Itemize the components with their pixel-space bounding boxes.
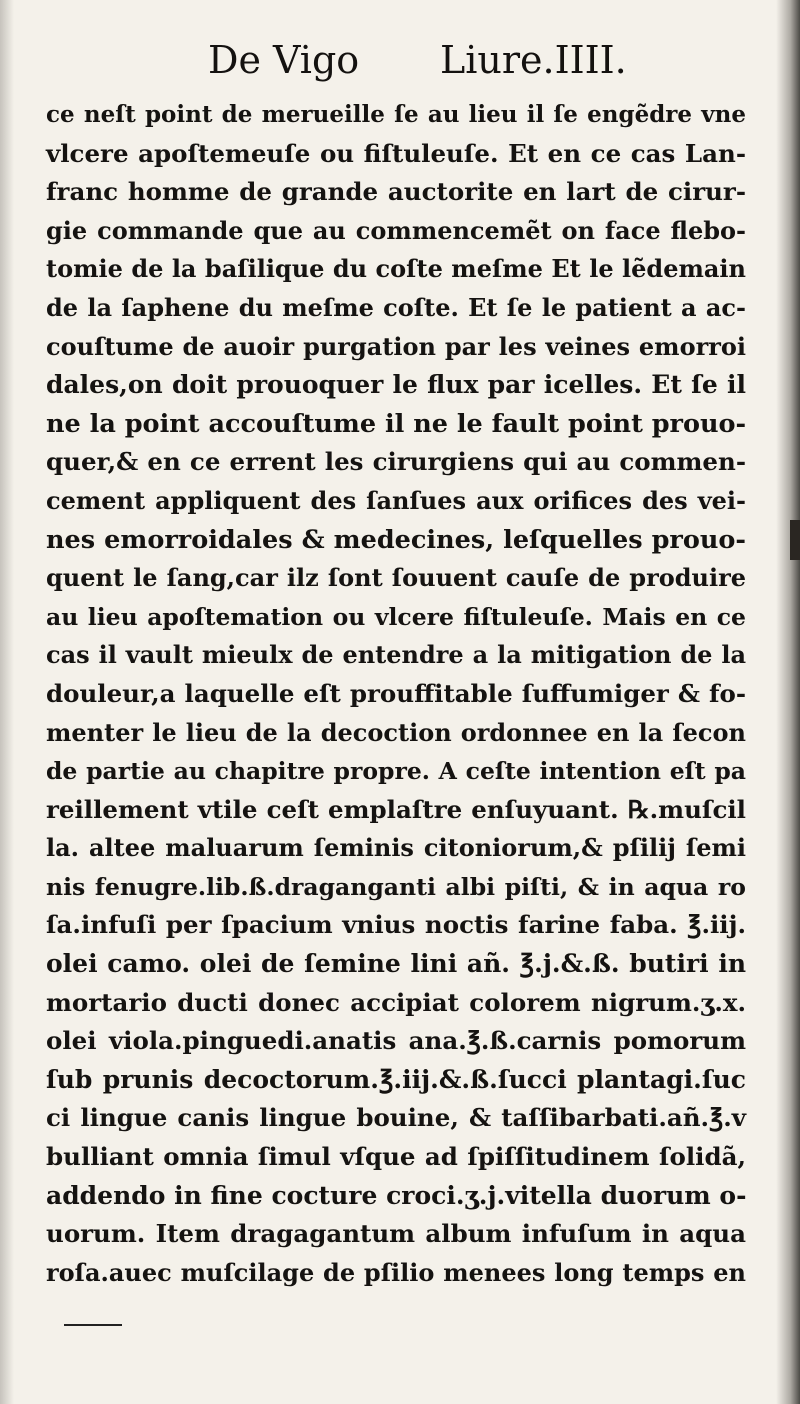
text-line: ce neſt point de merueille ſe au lieu il ſe engẽdre vne <box>46 101 746 128</box>
text-line: nes emorroidales & medecines, leſquelles prouo- <box>46 524 746 555</box>
text-line: ſub prunis decoctorum.℥.iij.&.ß.ſucci plantagi.ſuc <box>46 1064 746 1094</box>
text-line: vlcere apoſtemeuſe ou fiſtuleuſe. Et en ce cas Lan- <box>46 138 746 168</box>
text-line: addendo in fine cocture croci.ʒ.j.vitella duorum o- <box>46 1180 747 1210</box>
running-header <box>0 32 800 92</box>
text-line: bulliant omnia ſimul vſque ad ſpiſſitudinem ſolidã, <box>46 1142 746 1172</box>
text-line: olei camo. olei de ſemine lini añ. ℥.j.&.ß. butiri in <box>46 949 746 979</box>
text-line: de la ſaphene du meſme coſte. Et ſe le patient a ac- <box>46 292 746 322</box>
text-line: tomie de la baſilique du coſte meſme Et le lẽdemain <box>46 254 746 284</box>
page-fore-edge-shadow <box>776 0 800 1404</box>
text-line: franc homme de grande auctorite en lart de cirur- <box>46 177 746 207</box>
text-line: uorum. Item dragagantum album infuſum in aqua <box>46 1219 746 1249</box>
page-gutter-shadow <box>0 0 14 1404</box>
text-line: reillement vtile ceſt emplaſtre enſuyuant. ℞.muſcil <box>46 794 746 824</box>
page-body-text <box>46 96 746 1292</box>
text-line: olei viola.pinguedi.anatis ana.℥.ß.carnis pomorum <box>46 1026 746 1056</box>
text-line: la. altee maluarum ſeminis citoniorum,& pſilij ſemi <box>46 833 746 863</box>
underline-mark <box>64 1324 122 1326</box>
page-edge-tab <box>790 520 800 560</box>
text-line: au lieu apoſtemation ou vlcere fiſtuleuſe. Mais en ce <box>46 602 746 631</box>
text-line: nis fenugre.lib.ß.draganganti albi piſti, & in aqua ro <box>46 872 746 901</box>
running-head-author: De Vigo <box>208 38 360 82</box>
text-line: quent le ſang,car ilz ſont ſouuent cauſe de produire <box>46 563 746 593</box>
text-line: ſa.infuſi per ſpacium vnius noctis farine faba. ℥.iij. <box>46 910 746 940</box>
text-line: cement appliquent des ſanſues aux orifices des vei- <box>46 485 746 515</box>
text-line: roſa.auec muſcilage de pſilio menees long temps en <box>46 1257 746 1287</box>
text-line: ci lingue canis lingue bouine, & taſſibarbati.añ.℥.v <box>46 1103 746 1133</box>
text-line: mortario ducti donec accipiat colorem nigrum.ʒ.x. <box>46 987 746 1017</box>
text-line: ne la point accouſtume il ne le fault point prouo- <box>46 408 747 439</box>
text-line: douleur,a laquelle eſt prouffitable ſuffumiger & fo- <box>46 678 746 708</box>
text-line: gie commande que au commencemẽt on face flebo- <box>46 215 746 245</box>
running-head-book-number: Liure.IIII. <box>440 38 627 82</box>
text-line: de partie au chapitre propre. A ceſte intention eſt pa <box>46 757 746 786</box>
text-line: cas il vault mieulx de entendre a la mitigation de la <box>46 640 746 670</box>
text-line: quer,& en ce errent les cirurgiens qui au commen- <box>46 447 746 477</box>
text-line: menter le lieu de la decoction ordonnee en la ſecon <box>46 717 746 747</box>
text-line: dales,on doit prouoquer le flux par icelles. Et ſe il <box>46 370 746 400</box>
text-line: couſtume de auoir purgation par les veines emorroi <box>46 331 746 361</box>
